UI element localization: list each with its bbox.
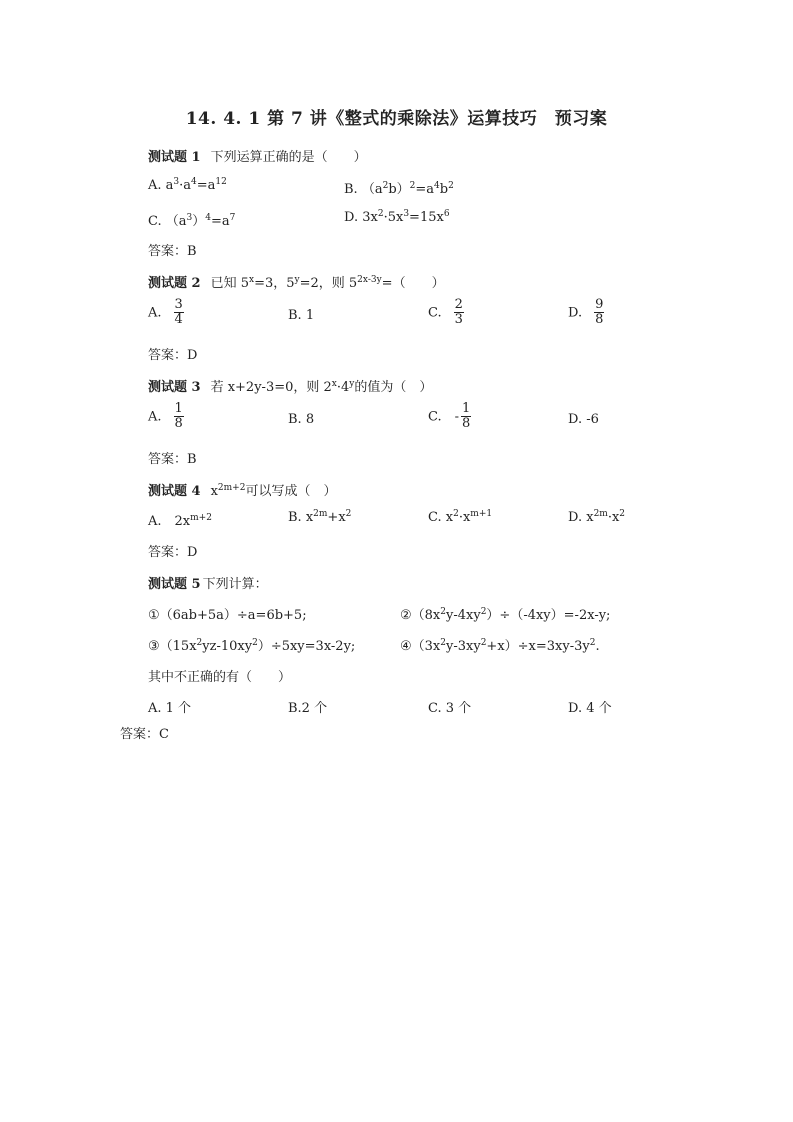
question-1-option-b: B. $(a^2b)^2=a^4b^2$: [344, 181, 454, 197]
question-1-answer: 答案：B: [148, 244, 197, 259]
question-3-answer: 答案：B: [148, 452, 197, 467]
question-5-answer: 答案：C: [120, 727, 169, 742]
question-4-option-b: B. $x^{2m}+x^2$: [288, 509, 352, 525]
question-5-item-1: ①（6ab+5a）÷a=6b+5;: [148, 608, 307, 623]
question-4-stem: 测试题 4 $x^{2m+2}$可以写成（ ）: [148, 483, 337, 499]
page-title: 14. 4. 1 第 7 讲《整式的乘除法》运算技巧 预习案: [185, 109, 608, 129]
question-5-option-d: D. 4 个: [568, 701, 612, 716]
question-3-label: 测试题 3: [148, 380, 201, 395]
question-1-label: 测试题 1: [148, 150, 201, 165]
question-2-option-a: A. $\frac{3}{4}$: [148, 297, 183, 328]
question-2-option-d: D. $\frac{9}{8}$: [568, 297, 604, 328]
question-4-option-d: D. $x^{2m}\cdot x^2$: [568, 509, 626, 525]
question-4-option-a: A. $2x^{m+2}$: [148, 513, 212, 529]
question-3-option-b: B. 8: [288, 412, 315, 427]
question-3-option-d: D. -6: [568, 412, 599, 427]
fraction: $\frac{1}{8}$: [174, 401, 183, 432]
question-5-option-a: A. 1 个: [148, 701, 192, 716]
fraction: $\frac{1}{8}$: [462, 401, 471, 432]
question-1-option-d: D. $3x^2\cdot 5x^3=15x^6$: [344, 209, 450, 225]
question-5-label: 测试题 5: [148, 577, 201, 592]
question-5-item-3: $③(15x^2yz-10xy^2)\div 5xy=3x-2y$;: [148, 638, 356, 654]
question-1-text: 下列运算正确的是（ ）: [210, 150, 367, 165]
fraction: $\frac{2}{3}$: [454, 297, 463, 328]
question-5-stem: 测试题 5 下列计算：: [148, 577, 268, 592]
question-2-stem: 测试题 2 已知 $5^x=3$，$5^y=2$，则 $5^{2x-3y}=$（ ）: [148, 275, 445, 291]
question-3-option-c: C. - $\frac{1}{8}$: [428, 401, 471, 432]
question-2-label: 测试题 2: [148, 276, 201, 291]
question-1-option-a: A. $a^3\cdot a^4=a^{12}$: [148, 177, 227, 193]
question-5-item-2: $②(8x^2y-4xy^2)\div(-4xy)=-2x-y$;: [400, 607, 611, 623]
question-4-option-c: C. $x^2\cdot x^{m+1}$: [428, 509, 493, 525]
question-5-option-b: B.2 个: [288, 701, 328, 716]
fraction: $\frac{9}{8}$: [595, 297, 604, 328]
question-3-option-a: A. $\frac{1}{8}$: [148, 401, 183, 432]
question-4-label: 测试题 4: [148, 484, 201, 499]
question-3-stem: 测试题 3 若 x+2y-3=0，则 $2^x\cdot 4^y$的值为（ ）: [148, 379, 433, 395]
question-2-answer: 答案：D: [148, 348, 198, 363]
question-1-stem: [148, 146, 367, 165]
question-1-option-c: C. $(a^3)^4=a^7$: [148, 213, 236, 229]
question-2-option-c: C. $\frac{2}{3}$: [428, 297, 463, 328]
fraction: $\frac{3}{4}$: [174, 297, 183, 328]
question-2-option-b: B. 1: [288, 308, 315, 323]
question-5-option-c: C. 3 个: [428, 701, 472, 716]
question-5-prompt: 其中不正确的有（ ）: [148, 670, 292, 685]
question-5-item-4: $④(3x^2y-3xy^2+x)\div x=3xy-3y^2$.: [400, 638, 600, 654]
question-4-answer: 答案：D: [148, 545, 198, 560]
